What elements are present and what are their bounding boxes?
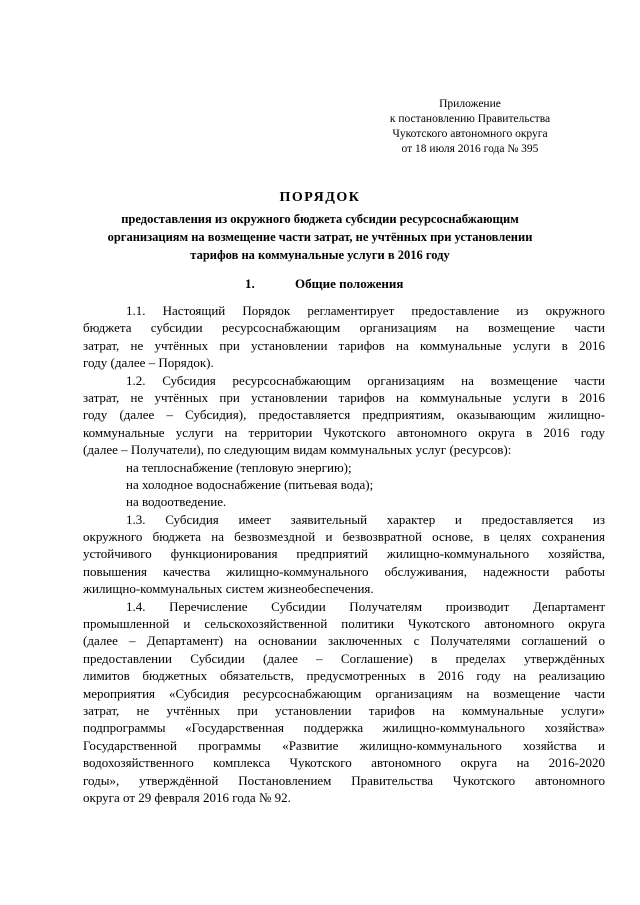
document-title: ПОРЯДОК <box>279 190 361 205</box>
paragraph-line: (далее – Департамент) на основании заключенных с Получателями соглашений о <box>83 633 605 649</box>
paragraph-line: 1.4. Перечисление Субсидии Получателям производит Департамент <box>126 598 605 614</box>
paragraph-line: подпрограммы «Государственная поддержка жилищно-коммунального хозяйства» <box>83 720 605 736</box>
subtitle-line: предоставления из окружного бюджета субсидии ресурсоснабжающим <box>121 212 519 226</box>
annex-block <box>360 97 580 157</box>
paragraph-line: 1.3. Субсидия имеет заявительный характер и предоставляется из <box>126 511 605 527</box>
paragraph-line: устойчивого функционирования предприятий жилищно-коммунального хозяйства, <box>83 546 605 562</box>
paragraph-line: лимитов бюджетных обязательств, предусмотренных в 2016 году на реализацию <box>83 668 605 684</box>
paragraph-line: окружного бюджета на безвозмездной и безвозвратной основе, в целях сохранения <box>83 529 605 545</box>
list-item: на холодное водоснабжение (питьевая вода); <box>126 476 374 492</box>
annex-line: к постановлению Правительства <box>389 113 551 125</box>
paragraph-line: году (далее – Порядок). <box>83 355 214 371</box>
subtitle-line: тарифов на коммунальные услуги в 2016 году <box>190 248 450 262</box>
annex-line: Чукотского автономного округа <box>392 128 548 140</box>
annex-line: Приложение <box>439 98 501 110</box>
paragraph-line: году (далее – Субсидия), предоставляется предприятиям, оказывающим жилищно- <box>83 407 605 423</box>
paragraph-line: коммунальные услуги на территории Чукотского автономного округа в 2016 году <box>83 424 605 440</box>
paragraph-line: повышения качества жилищно-коммунального обслуживания, надежности работы <box>83 563 605 579</box>
list-item: на теплоснабжение (тепловую энергию); <box>126 459 352 475</box>
paragraph-line: годы», утверждённой Постановлением Правительства Чукотского автономного <box>83 772 605 788</box>
paragraph-line: затрат, не учтённых при установлении тарифов на коммунальные услуги в 2016 <box>83 389 605 405</box>
section-number: 1. <box>245 276 255 291</box>
paragraph-line: Государственной программы «Развитие жилищно-коммунального хозяйства и <box>83 737 605 753</box>
paragraph-line: бюджета субсидии ресурсоснабжающим организациям на возмещение части <box>83 320 605 336</box>
paragraph-line: округа от 29 февраля 2016 года № 92. <box>83 789 291 805</box>
paragraph-line: 1.1. Настоящий Порядок регламентирует предоставление из окружного <box>126 303 605 318</box>
paragraph-line: мероприятия «Субсидия ресурсоснабжающим организациям на возмещение части <box>83 685 605 701</box>
subtitle-line: организациям на возмещение части затрат, не учтённых при установлении <box>107 230 533 244</box>
paragraph-line: затрат, не учтённых при установлении тарифов на коммунальные услуги» <box>83 702 605 718</box>
annex-line: от 18 июля 2016 года № 395 <box>401 143 539 155</box>
paragraph-line: затрат, не учтённых при установлении тарифов на коммунальные услуги в 2016 <box>83 337 605 353</box>
body-text <box>83 302 605 806</box>
section-title: Общие положения <box>295 276 404 291</box>
document-subtitle <box>60 210 580 264</box>
list-item: на водоотведение. <box>126 494 227 510</box>
paragraph-line: (далее – Получатели), по следующим видам коммунальных услуг (ресурсов): <box>83 442 512 458</box>
paragraph-line: предоставлении Субсидии (далее – Соглашение) в пределах утверждённых <box>83 650 605 666</box>
paragraph-line: промышленной и сельскохозяйственной политики Чукотского автономного округа <box>83 616 605 632</box>
paragraph-line: жилищно-коммунальных систем жизнеобеспечения. <box>83 581 374 597</box>
paragraph-line: 1.2. Субсидия ресурсоснабжающим организациям на возмещение части <box>126 372 605 388</box>
paragraph-line: водохозяйственного комплекса Чукотского автономного округа на 2016-2020 <box>83 755 605 771</box>
